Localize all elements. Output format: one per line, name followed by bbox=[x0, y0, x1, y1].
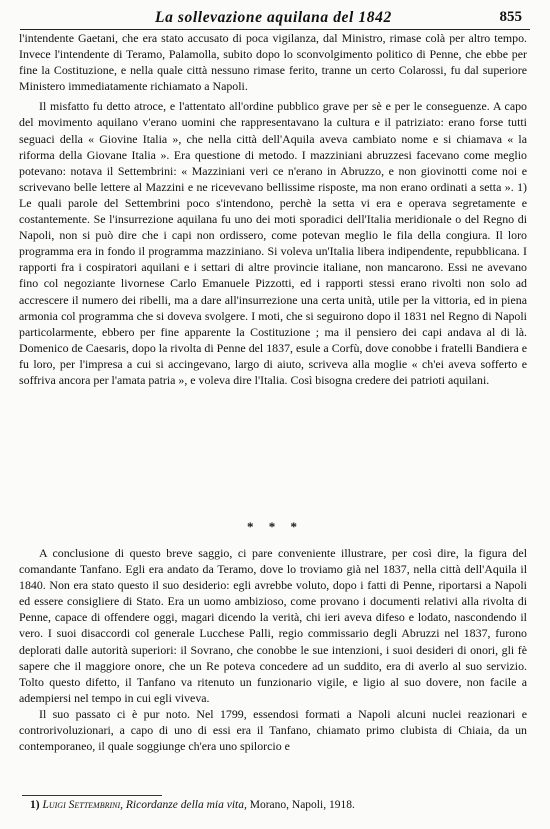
page-number: 855 bbox=[499, 9, 522, 25]
paragraph-3: A conclusione di questo breve saggio, ci pare conveniente illustrare, per così dire, la figura del comandante Tanfano. Egli era andato da Teramo, dove lo troviamo già nel 1837, nella città dell'Aquila il 1840. Non era stato questo il suo desiderio: egli avrebbe voluto, dopo i fatti di Penne, riportarsi a Napoli ed essere consigliere di Stato. Era un uomo ambizioso, come provano i documenti relativi alla rivolta di Penne, capace di offendere oggi, magari dicendo la verità, chi ieri aveva difeso e lodato, nascondendo il vero. I suoi disaccordi col generale Lucchese Palli, regio commissario degli Abruzzi nel 1837, furono deplorati dalle autorità superiori: il Sovrano, che conobbe le sue intenzioni, i suoi desideri di onori, gli fè sapere che il maggiore onore, che un Re poteva concedere ad un suddito, era di averlo al suo servizio. Tolto questo difetto, il Tanfano va ritenuto un funzionario vigile, e ligio al suo dovere, non facile a adempiersi nel tempo in cui egli viveva. bbox=[19, 546, 527, 705]
footnote-divider bbox=[22, 795, 162, 796]
running-title: La sollevazione aquilana del 1842 bbox=[155, 9, 392, 26]
paragraph-1: l'intendente Gaetani, che era stato accusato di poca vigilanza, dal Ministro, rimase colà per altro tempo. Invece l'intendente di Teramo, Palamolla, subito dopo lo sconvolgimento politico di Penne, che ebbe per fine la Costituzione, e nella quale città nessuno rimase ferito, tranne un certo Colarossi, fu dal superiore Ministero immediatamente richiamato a Napoli. bbox=[19, 31, 527, 94]
body-text-top bbox=[19, 30, 527, 388]
footnote-publication: Morano, Napoli, 1918. bbox=[249, 799, 355, 811]
footnote bbox=[30, 799, 530, 811]
footnote-mark: 1) bbox=[30, 799, 40, 811]
page-header bbox=[20, 7, 530, 30]
paragraph-4: Il suo passato ci è pur noto. Nel 1799, essendosi formati a Napoli alcuni nuclei reazionari e controrivoluzionari, a capo di uno di essi era il Tanfano, chiamato primo clubista di Chiaia, da un contemporaneo, il quale soggiunge ch'era uno spilorcio e bbox=[19, 706, 527, 754]
footnote-author: Luigi Settembrini, bbox=[42, 799, 124, 811]
footnote-title: Ricordanze della mia vita, bbox=[125, 799, 247, 811]
section-separator: * * * bbox=[247, 519, 303, 534]
paragraph-2: Il misfatto fu detto atroce, e l'attentato all'ordine pubblico grave per sè e per le conseguenze. A capo del movimento aquilano v'erano uomini che rappresentavano la cultura e il patriziato: erano forse tutti seguaci della « Giovine Italia », che nella città dell'Aquila aveva cambiato nome e si chiamava « la riforma della Giovane Italia ». Era questione di metodo. I mazziniani abruzzesi facevano come meglio potevano: notava il Settembrini: « Mazziniani veri ce n'erano in Abruzzo, e non giovinotti come noi e scrivevano belle lettere al Mazzini e ne ricevevano bellissime risposte, ma non erano ordinati a setta ». 1) Le quali parole del Settembrini poco s'intendono, perchè la setta vi era e operava segretamente e costantemente. Se l'insurrezione aquilana fu uno dei moti sporadici dell'Italia meridionale o del Regno di Napoli, non si può dire che i capi non ordissero, come potevan meglio le fila della congiura. Il loro programma era in fondo il programma mazziniano. Si voleva un'Italia libera indipendente, repubblicana. I rapporti fra i cospiratori aquilani e i settari di altre provincie italiane, non mancarono. Essi ne avevano fino col negoziante livornese Carlo Emanuele Pizzotti, ed i rapporti stessi erano rivolti non solo ad accrescere il numero dei ribelli, ma a dare all'insurrezione una certa unità, utile per la vittoria, ed in piena armonia col programma che si doveva svolgere. I moti, che si seguirono dopo il 1831 nel Regno di Napoli particolarmente, ebbero per fine apparente la Costituzione ; ma il pensiero dei capi andava al di là. Domenico de Caesaris, dopo la rivolta di Penne del 1837, esule a Corfù, dove conobbe i fratelli Bandiera e fu loro, per l'impresa a cui si accingevano, largo di aiuto, scriveva alla moglie « ch'ei aveva sofferto e soffriva ancora per l'amata patria », e voleva dire l'Italia. Così bisogna credere dei patrioti aquilani. bbox=[19, 99, 527, 387]
body-text-bottom bbox=[19, 545, 527, 754]
